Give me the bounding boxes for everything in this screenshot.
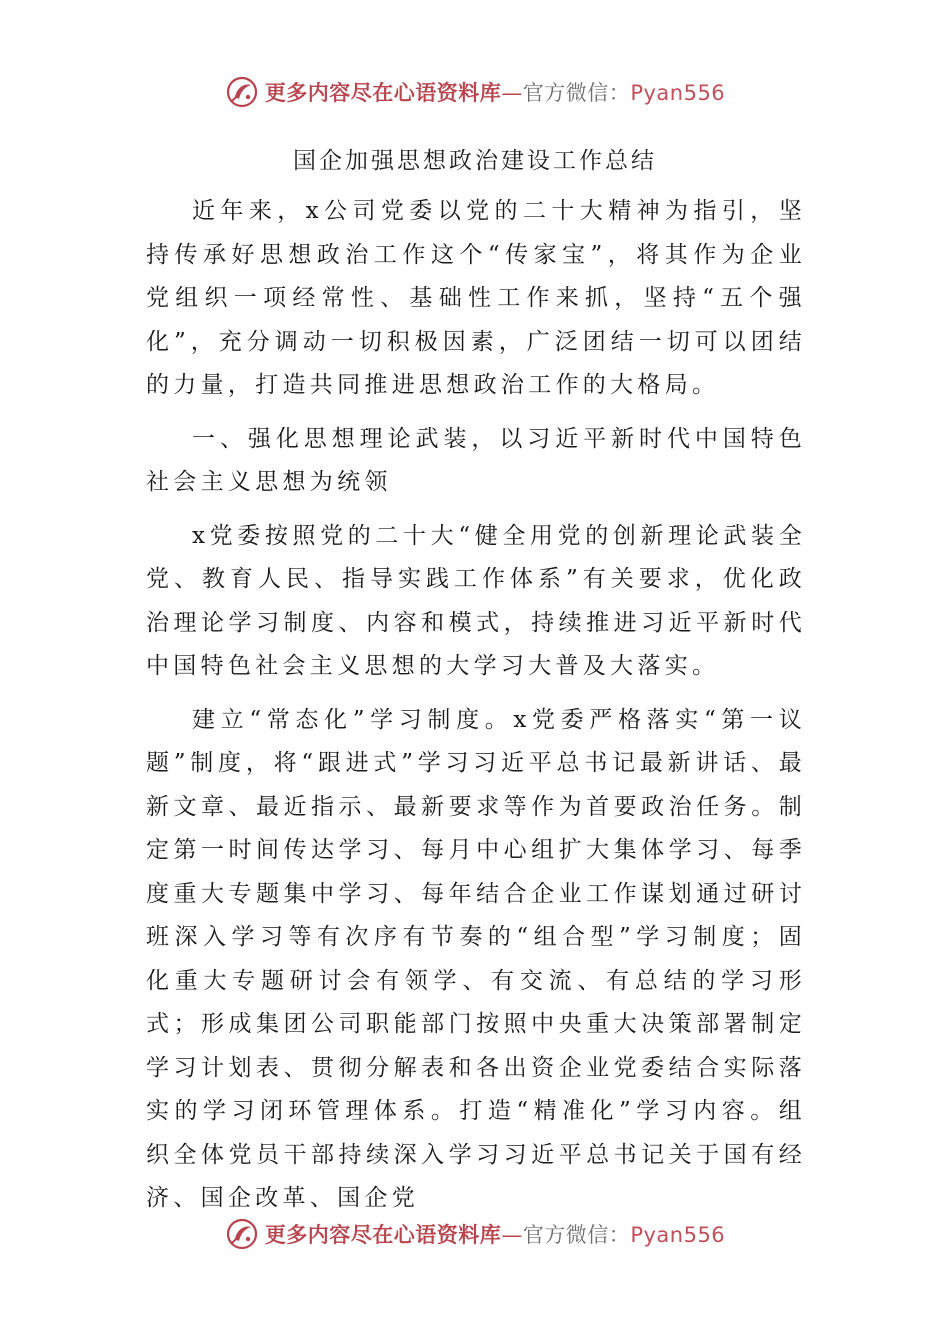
watermark-wechat-id: Pyan556 <box>630 81 726 105</box>
watermark-secondary-text: 官方微信： <box>522 1223 631 1247</box>
brand-logo-icon <box>225 75 259 109</box>
watermark-secondary-text: 官方微信： <box>522 81 631 105</box>
watermark-main-text: 更多内容尽在心语资料库 <box>264 1223 502 1247</box>
brand-logo-icon <box>225 1217 259 1251</box>
paragraph-intro: 近年来，x公司党委以党的二十大精神为指引，坚持传承好思想政治工作这个“传家宝”，将其作为企业党组织一项经常性、基础性工作来抓，坚持“五个强化”，充分调动一切积极因素，广泛团结一切可以团结的力量，打造共同推进思想政治工作的大格局。 <box>146 198 806 398</box>
watermark-text <box>265 77 725 107</box>
watermark-text <box>265 1219 725 1249</box>
document-title: 国企加强思想政治建设工作总结 <box>293 148 657 174</box>
section-heading-1: 一、强化思想理论武装，以习近平新时代中国特色社会主义思想为统领 <box>146 425 806 495</box>
watermark-dash: — <box>501 1223 523 1247</box>
paragraph-study-system: 建立“常态化”学习制度。x党委严格落实“第一议题”制度，将“跟进式”学习习近平总书记最新讲话、最新文章、最近指示、最新要求等作为首要政治任务。制定第一时间传达学习、每月中心组扩大集体学习、每季度重大专题集中学习、每年结合企业工作谋划通过研讨班深入学习等有次序有节奏的“组合型”学习制度；固化重大专题研讨会有领学、有交流、有总结的学习形式；形成集团公司职能部门按照中央重大决策部署制定学习计划表、贯彻分解表和各出资企业党委结合实际落实的学习闭环管理体系。打造“精准化”学习内容。组织全体党员干部持续深入学习习近平总书记关于国有经济、国企改革、国企党 <box>146 706 806 1211</box>
watermark-wechat-id: Pyan556 <box>630 1223 726 1247</box>
watermark-main-text: 更多内容尽在心语资料库 <box>264 81 502 105</box>
watermark-header <box>0 70 950 114</box>
watermark-dash: — <box>501 81 523 105</box>
watermark-footer <box>0 1212 950 1256</box>
paragraph-section-1-intro: x党委按照党的二十大“健全用党的创新理论武装全党、教育人民、指导实践工作体系”有关要求，优化政治理论学习制度、内容和模式，持续推进习近平新时代中国特色社会主义思想的大学习大普及大落实。 <box>146 522 806 679</box>
document-body <box>146 190 806 1231</box>
